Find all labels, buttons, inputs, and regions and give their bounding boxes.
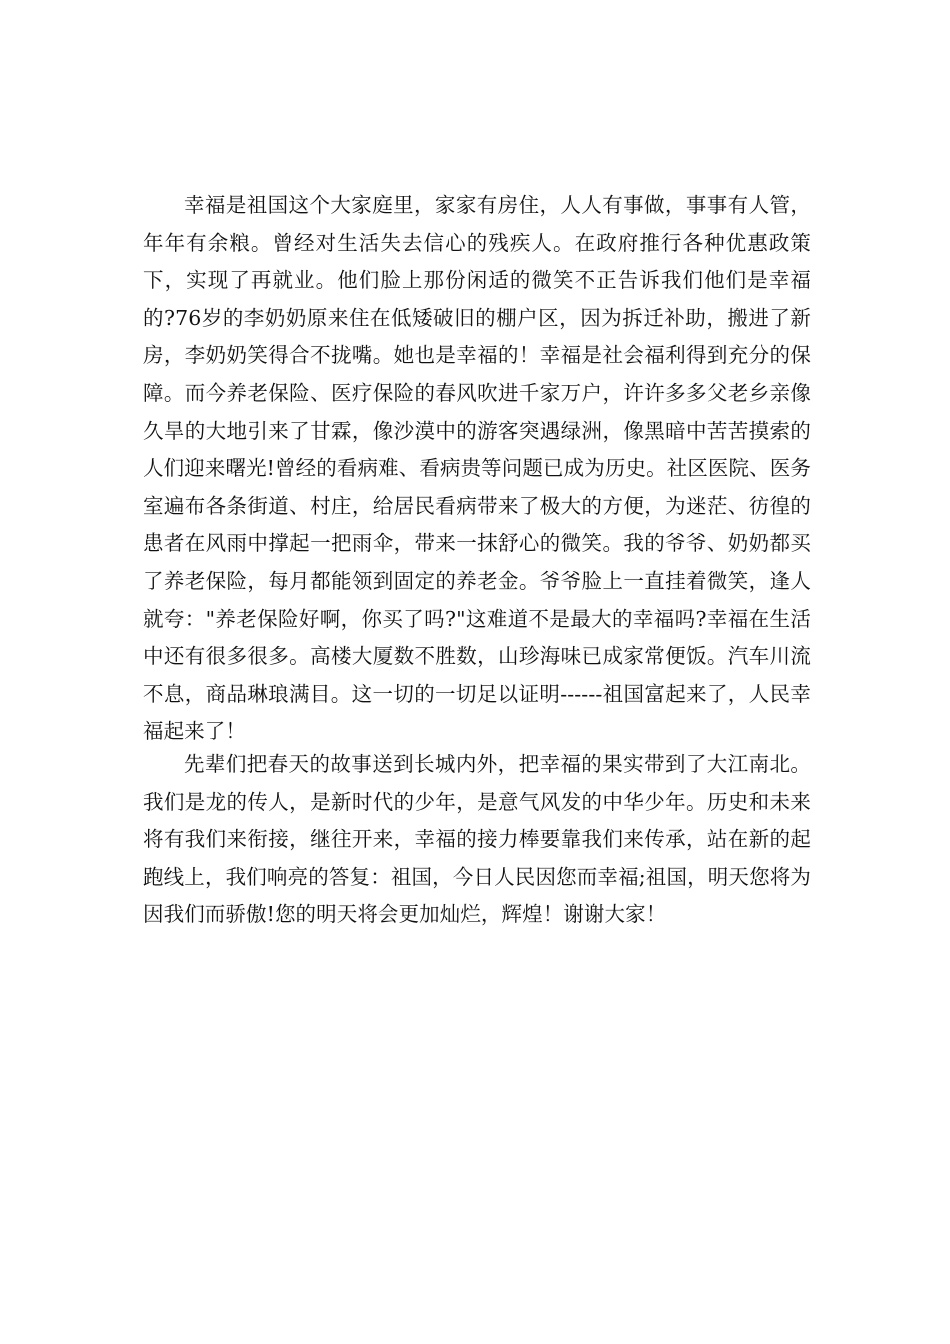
- body-paragraph-2: 先辈们把春天的故事送到长城内外，把幸福的果实带到了大江南北。我们是龙的传人，是新时代的少年，是意气风发的中华少年。历史和未来将有我们来衔接，继往开来，幸福的接力棒要靠我们来传承，站在新的起跑线上，我们响亮的答复：祖国，今日人民因您而幸福;祖国，明天您将为因我们而骄傲!您的明天将会更加灿烂，辉煌！谢谢大家！: [143, 752, 811, 927]
- body-paragraph-1: 幸福是祖国这个大家庭里，家家有房住，人人有事做，事事有人管，年年有余粮。曾经对生活失去信心的残疾人。在政府推行各种优惠政策下，实现了再就业。他们脸上那份闲适的微笑不正告诉我们他们是幸福的?76岁的李奶奶原来住在低矮破旧的棚户区，因为拆迁补助，搬进了新房，李奶奶笑得合不拢嘴。她也是幸福的！幸福是社会福利得到充分的保障。而今养老保险、医疗保险的春风吹进千家万户，许许多多父老乡亲像久旱的大地引来了甘霖，像沙漠中的游客突遇绿洲，像黑暗中苦苦摸索的人们迎来曙光!曾经的看病难、看病贵等问题已成为历史。社区医院、医务室遍布各条街道、村庄，给居民看病带来了极大的方便，为迷茫、彷徨的患者在风雨中撑起一把雨伞，带来一抹舒心的微笑。我的爷爷、奶奶都买了养老保险，每月都能领到固定的养老金。爷爷脸上一直挂着微笑，逢人就夸："养老保险好啊，你买了吗?"这难道不是最大的幸福吗?幸福在生活中还有很多很多。高楼大厦数不胜数，山珍海味已成家常便饭。汽车川流不息，商品琳琅满目。这一切的一切足以证明------祖国富起来了，人民幸福起来了！: [143, 193, 811, 744]
